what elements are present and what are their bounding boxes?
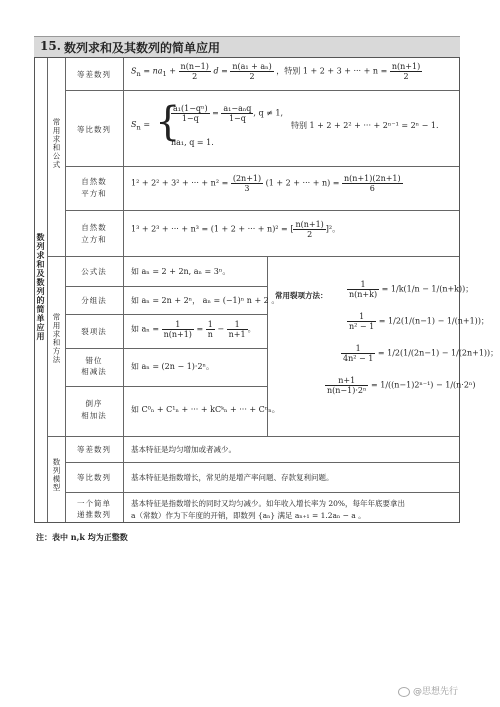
method-label-shift-2: 相减法 [81,367,107,376]
row-label-geo: 等比数列 [77,125,111,134]
squares-formula: 1² + 2² + 3² + ··· + n² = $\frac{(2n+1)}{3}$ (1 + 2 + ··· + n) = $\frac{n(n+1)(2n+1)}{6}$ [131,174,401,193]
model-recur-desc-2: a（常数）作为下年度的开销，即数列 {aₙ} 满足 aₙ₊₁ = 1.2aₙ − a 。 [131,511,366,520]
side-label: 数列求和及数列的简单应用 [36,233,46,341]
model-arith-desc: 基本特征是均匀增加或者减少。 [131,445,236,454]
split-rule-4: $\frac{n+1}{\text{n(n−1)·2ⁿ}}$ = 1/((n−1)2ⁿ⁻¹) − 1/(n·2ⁿ) [327,376,476,395]
arith-formula: $S_n = na_1$ + $\frac{n(n-1)}{2}$ d = $\frac{\text{n(a₁ + aₙ)}}{2}$ ，特别 1 + 2 + 3 + ··· + n = $\frac{n(n+1)}{2}$ [131,62,421,81]
row-label-cube-1: 自然数 [81,223,107,232]
method-label-split: 裂项法 [81,327,107,336]
row-label-cube-2: 立方和 [81,235,107,244]
row-label-sq-1: 自然数 [81,177,107,186]
method-group-example: 如 aₙ = 2n + 2ⁿ， aₙ = (−1)ⁿ n + 2 。 [131,296,280,305]
method-label-reverse-1: 倒序 [85,399,103,408]
model-label-geo: 等比数列 [77,473,111,482]
group-formula-label: 常用求和公式 [52,118,61,169]
split-rule-1: $\frac{1}{n(n+k)}$ = 1/k(1/n − 1/(n+k))； [349,280,474,299]
cubes-formula: 1³ + 2³ + ··· + n³ = (1 + 2 + ··· + n)² = [ $\frac{n(n+1)}{2}$ ]²。 [131,220,341,239]
split-rule-2: $\frac{1}{\text{n² − 1}}$ = 1/2(1/(n−1) − 1/(n+1))； [349,312,489,331]
weibo-icon [398,687,410,697]
method-reverse-example: 如 C⁰ₙ + C¹ₙ + ··· + kCᵏₙ + ··· + Cⁿₙ。 [131,405,280,414]
method-formula-example: 如 aₙ = 2 + 2n, aₙ = 3ⁿ。 [131,267,231,276]
method-label-formula: 公式法 [81,267,107,276]
split-methods-title: 常用裂项方法： [275,291,328,300]
watermark: @思想先行 [398,684,458,697]
section-header [34,36,460,58]
row-label-arith: 等差数列 [77,70,111,79]
method-label-reverse-2: 相加法 [81,411,107,420]
section-number: 15. [40,39,61,53]
summary-table: 数列求和及数列的简单应用 常用求和公式 常用求和方法 数列模型 等差数列 $S_n = na_1$ + $\frac{n(n-1)}{2}$ d = $\frac{\text{n(a₁ + aₙ)}}{2}$ ，特别 1 + 2 + 3 + ··· + n = $\frac{n(n+1)}{2}$ 等比数列 $S_n$ = { $\frac{\text{a₁(1−qⁿ)}}{1-q}$ = $\frac{\text{a₁−aₙq}}{1-q}$ , q ≠ 1, na₁, q = 1. 特别 1 + 2 + 2² + ··· + 2ⁿ⁻¹ = 2ⁿ − 1. 自然数 平方和 1² + 2² + 3² + ··· + n² = $\frac{(2n+1)}{3}$ (1 + 2 + ··· + n) = $\frac{n(n+1)(2n+1)}{6}$ 自然数 立方和 1³ + 2³ + ··· + n³ = (1 + 2 + ··· + n)² = [ $\frac{n(n+1)}{2}$ ]²。 公式法 如 aₙ = 2 + 2n, aₙ = 3ⁿ。 分组法 如 aₙ = 2n + 2ⁿ， aₙ = (−1)ⁿ n + 2 。 裂项法 如 aₙ = $\frac{1}{n(n+1)}$ = $\frac{1}{n}$ − $\frac{1}{n+1}$ 。 错位 相减法 如 aₙ = (2n − 1)·2ⁿ。 倒序 相加法 如 C⁰ₙ + C¹ₙ + ··· + kCᵏₙ + ··· + Cⁿₙ。 常用裂项方法： $\frac{1}{n(n+k)}$ = 1/k(1/n − 1/(n+k))； $\frac{1}{\text{n² − 1}}$ = 1/2(1/(n−1) − 1/(n+1))； $\frac{1}{\text{4n² − 1}}$ = 1/2(1/(2n−1) − 1/(2n+1))； $\frac{n+1}{\text{n(n−1)·2ⁿ}}$ = 1/((n−1)2ⁿ⁻¹) − 1/(n·2ⁿ) 等差数列 基本特征是均匀增加或者减少。 等比数列 基本特征是指数增长，常见的是增产率问题、存款复利问题。 一个简单 递推数列 基本特征是指数增长的同时又均匀减少。如年收入增长率为 20%，每年年底要拿出 a（常数）作为下年度的开销，即数列 {aₙ} 满足 aₙ₊₁ = 1.2aₙ − a 。 [34,57,460,523]
method-label-group: 分组法 [81,296,107,305]
split-rule-3: $\frac{1}{\text{4n² − 1}}$ = 1/2(1/(2n−1) − 1/(2n+1))； [343,344,499,363]
row-label-sq-2: 平方和 [81,189,107,198]
group-method-label: 常用求和方法 [52,313,61,364]
model-label-recur-2: 递推数列 [77,510,111,519]
footnote: 注：表中 n,k 均为正整数 [36,532,128,542]
model-recur-desc-1: 基本特征是指数增长的同时又均匀减少。如年收入增长率为 20%，每年年底要拿出 [131,499,406,508]
model-label-recur-1: 一个简单 [77,499,111,508]
model-label-arith: 等差数列 [77,445,111,454]
section-title: 数列求和及其数列的简单应用 [64,41,221,55]
method-shift-example: 如 aₙ = (2n − 1)·2ⁿ。 [131,362,215,371]
method-split-example: 如 aₙ = $\frac{1}{n(n+1)}$ = $\frac{1}{n}$ − $\frac{1}{n+1}$ 。 [131,320,256,339]
model-geo-desc: 基本特征是指数增长，常见的是增产率问题、存款复利问题。 [131,473,334,482]
group-model-label: 数列模型 [52,458,61,492]
method-label-shift-1: 错位 [85,356,103,365]
